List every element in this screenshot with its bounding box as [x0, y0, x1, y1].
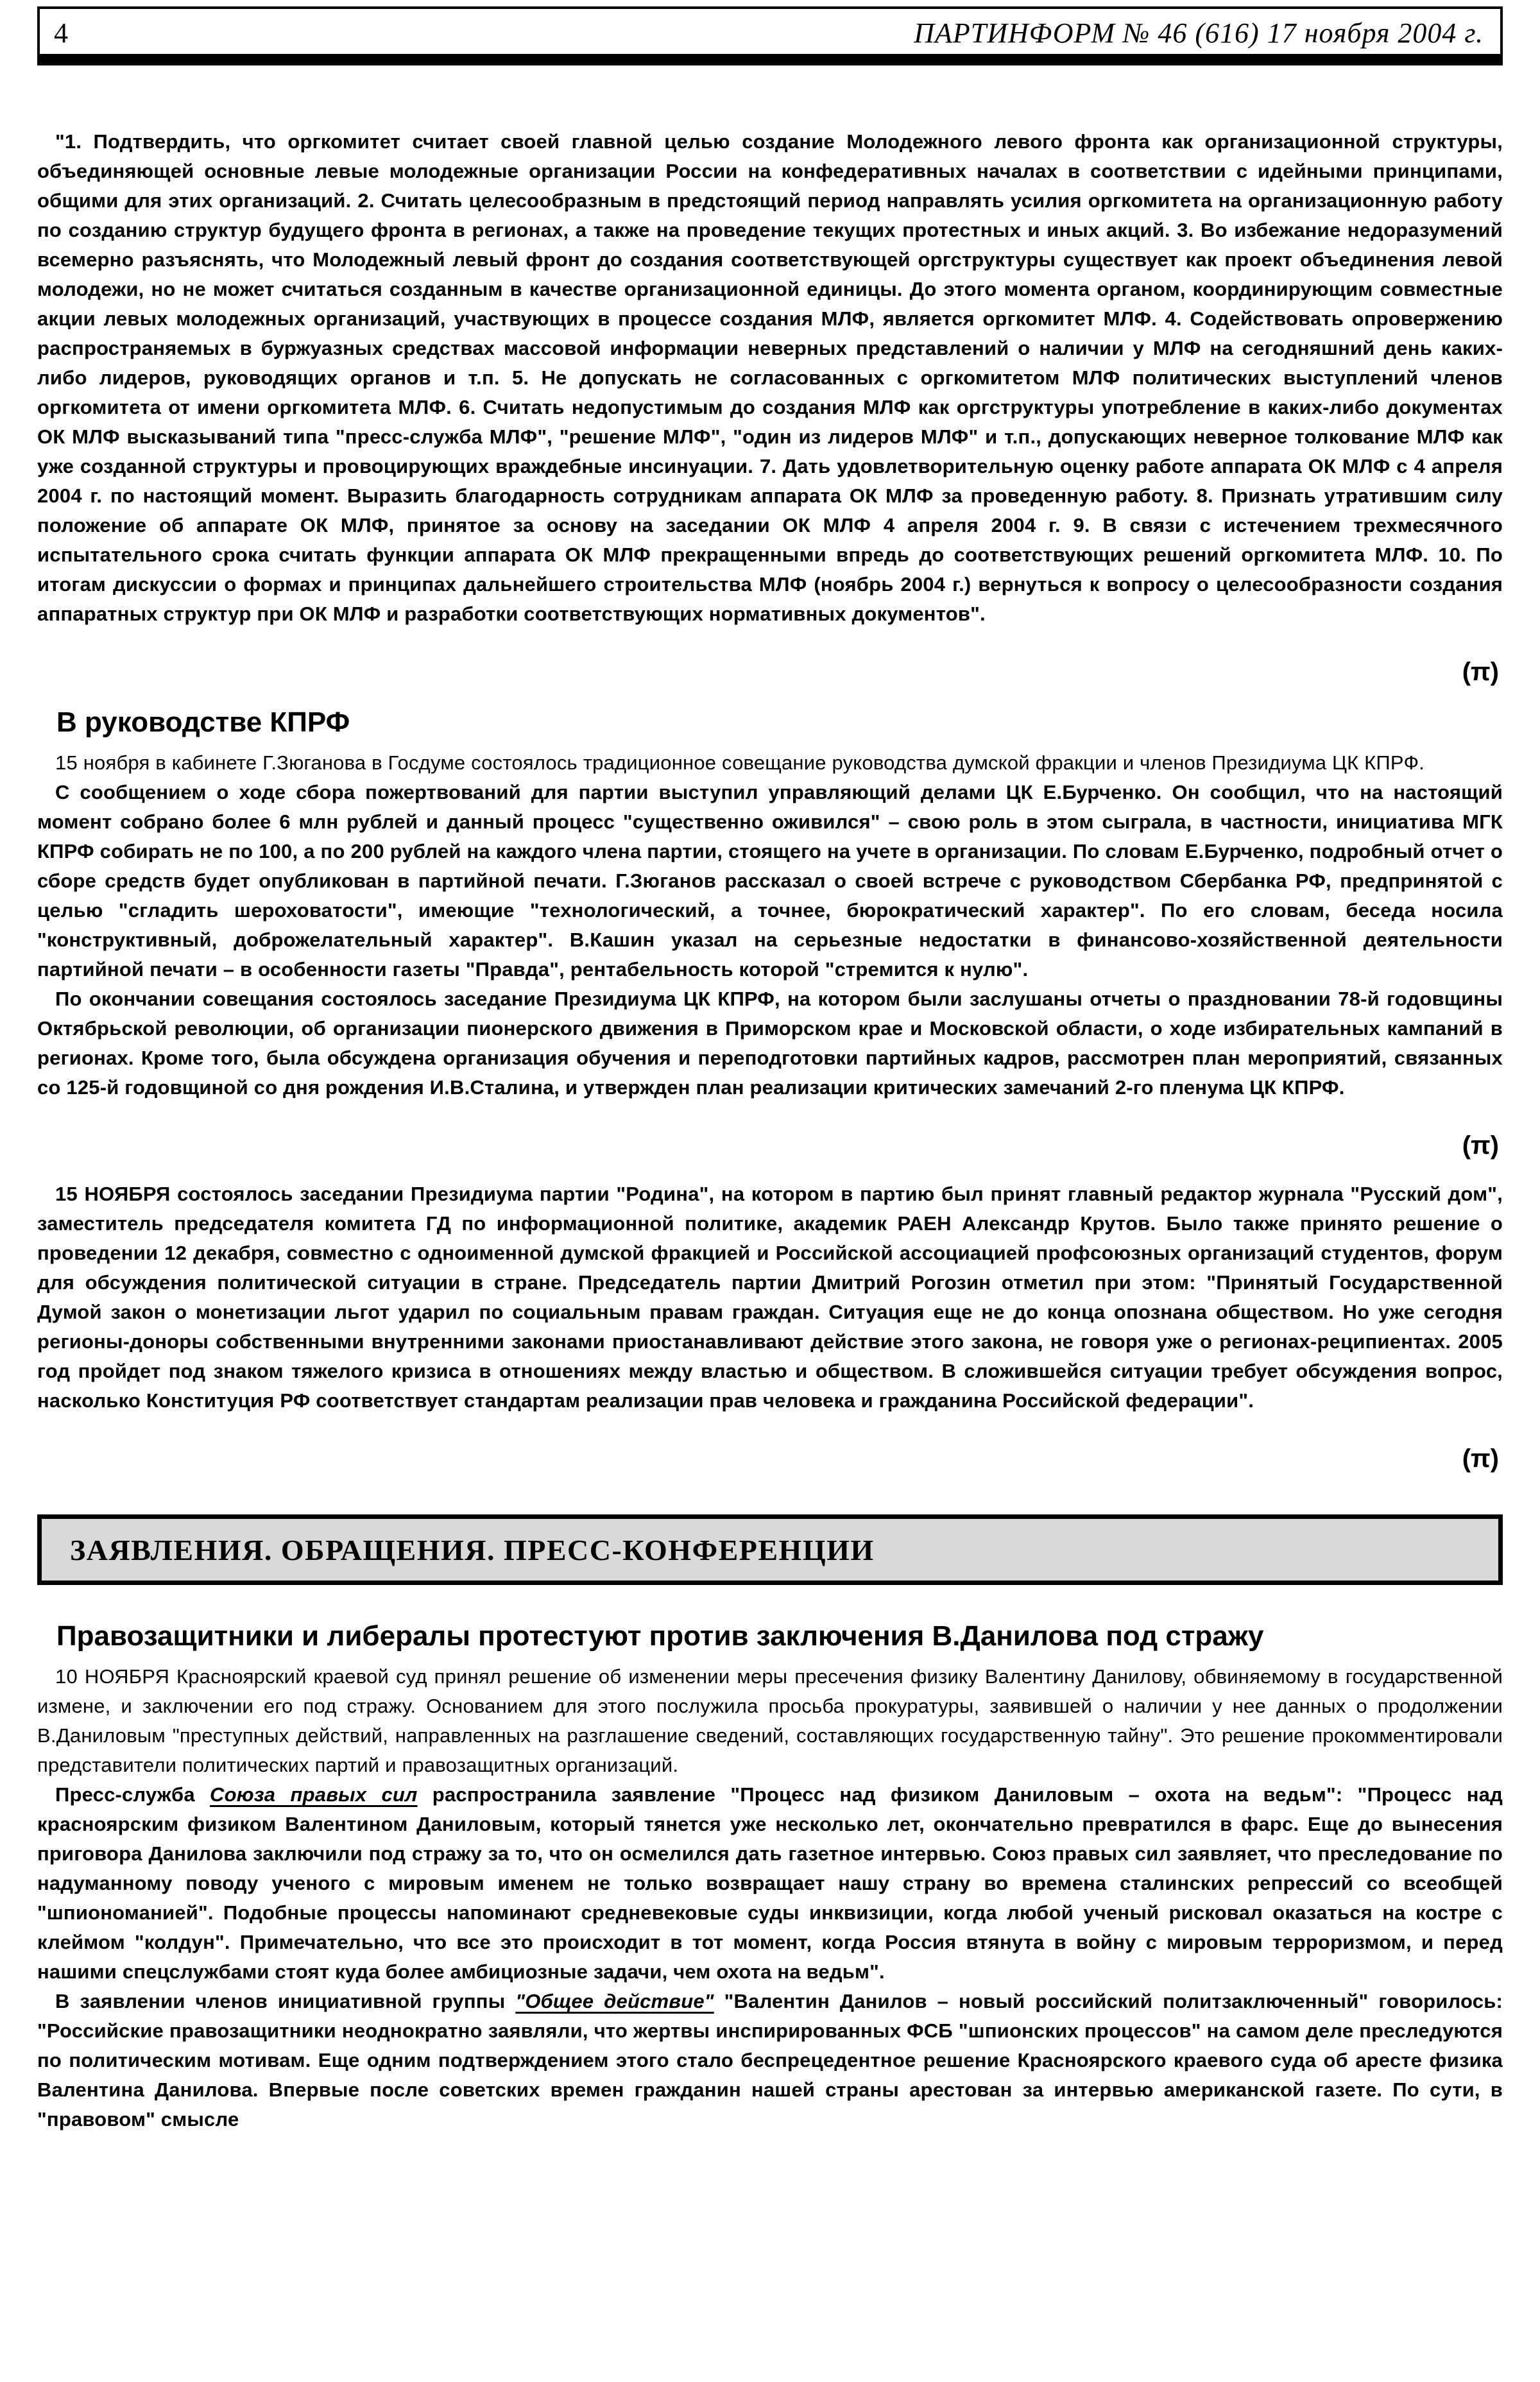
pi-marker-1 [37, 657, 1499, 687]
paragraph-kprf-donations [37, 778, 1503, 984]
pi-symbol: (π) [1462, 658, 1499, 686]
page-number: 4 [54, 17, 68, 49]
pi-marker-2 [37, 1131, 1499, 1160]
paragraph-danilov-lead [37, 1662, 1503, 1780]
issue-title: ПАРТИНФОРМ № 46 (616) 17 ноября 2004 г. [914, 17, 1484, 49]
paragraph-rodina-presidium [37, 1179, 1503, 1416]
document-body [37, 127, 1503, 2134]
paragraph-kprf-lead [37, 748, 1503, 778]
mlf-resolution-text: "1. Подтвердить, что оргкомитет считает своей главной целью создание Молодежного левого фронта как организационной структуры, объединяющей основные левые молодежные организации России на конфедеративных началах в соответствии с идейными принципами, общими для этих организаций. 2. Считать целесообразным в предстоящий период направлять усилия оргкомитета на организационную работу по созданию структур будущего фронта в регионах, а также на проведение текущих протестных и иных акций. 3. Во избежание недоразумений всемерно разъяснять, что Молодежный левый фронт до создания соответствующей оргструктуры существует как проект объединения левой молодежи, но не может считаться созданным в качестве организационной единицы. До этого момента органом, координирующим совместные акции левых молодежных организаций, участвующих в процессе создания МЛФ, является оргкомитет МЛФ. 4. Содействовать опровержению распространяемых в буржуазных средствах массовой информации неверных представлений о наличии у МЛФ на сегодняшний день каких-либо лидеров, руководящих органов и т.п. 5. Не допускать не согласованных с оргкомитетом МЛФ политических выступлений членов оргкомитета от имени оргкомитета МЛФ. 6. Считать недопустимым до создания МЛФ как оргструктуры употребление в каких-либо документах ОК МЛФ высказываний типа "пресс-служба МЛФ", "решение МЛФ", "один из лидеров МЛФ" и т.п., допускающих неверное толкование МЛФ как уже созданной структуры и провоцирующих враждебные инсинуации. 7. Дать удовлетворительную оценку работе аппарата ОК МЛФ с 4 апреля 2004 г. по настоящий момент. Выразить благодарность сотрудникам аппарата ОК МЛФ за проведенную работу. 8. Признать утратившим силу положение об аппарате ОК МЛФ, принятое за основу на заседании ОК МЛФ 4 апреля 2004 г. 9. В связи с истечением трехмесячного испытательного срока считать функции аппарата ОК МЛФ прекращенными впредь до соответствующих решений оргкомитета МЛФ. 10. По итогам дискуссии о формах и принципах дальнейшего строительства МЛФ (ноябрь 2004 г.) вернуться к вопросу о целесообразности создания аппаратных структур при ОК МЛФ и разработки соответствующих нормативных документов". [37, 130, 1503, 625]
paragraph-obshchee-deystvie-statement [37, 1987, 1503, 2134]
paragraph-kprf-presidium [37, 984, 1503, 1102]
obshchee-deystvie-group-name: "Общее действие" [515, 1990, 714, 2012]
obshchee-statement-text: "Валентин Данилов – новый российский политзаключенный" говорилось: "Российские правозащитники неоднократно заявляли, что жертвы инспирированных ФСБ "шпионских процессов" на самом деле преследуются по политическим мотивам. Еще одним подтверждением этого стало беспрецедентное решение Красноярского краевого суда об аресте физика Валентина Данилова. Впервые после советских времен гражданин нашей страны арестован за интервью американской газете. По сути, в "правовом" смысле [37, 1990, 1503, 2130]
page-header [37, 6, 1503, 65]
sps-prefix-text: Пресс-служба [55, 1783, 210, 1806]
sps-statement-text: распространила заявление "Процесс над физиком Даниловым – охота на ведьм": "Процесс над красноярским физиком Валентином Даниловым, который тянется уже несколько лет, окончательно превратился в фарс. Еще до вынесения приговора Данилова заключили под стражу за то, что он осмелился дать газетное интервью. Союз правых сил заявляет, что преследование по надуманному поводу ученого с мировым именем не только возвращает нашу страну во времена сталинских репрессий со всеобщей "шпиономанией". Подобные процессы напоминают средневековые суды инквизиции, когда любой ученый рисковал оказаться на костре с клеймом "колдун". Примечательно, что все это происходит в тот момент, когда Россия втянута в войну с мировым терроризмом, и перед нашими спецслужбами стоят куда более амбициозные задачи, чем охота на ведьм". [37, 1783, 1503, 1983]
pi-marker-3 [37, 1444, 1499, 1473]
heading-danilov: Правозащитники и либералы протестуют против заключения В.Данилова под стражу [56, 1620, 1264, 1652]
danilov-lead-text: 10 НОЯБРЯ Красноярский краевой суд принял решение об изменении меры пресечения физику Валентину Данилову, обвиняемому в государственной измене, и заключении его под стражу. Основанием для этого послужила просьба прокуратуры, заявившей о наличии у нее данных о продолжении В.Даниловым "преступных действий, направленных на разглашение сведений, составляющих государственную тайну". Это решение прокомментировали представители политических партий и правозащитных организаций. [37, 1665, 1503, 1776]
paragraph-mlf-resolution [37, 127, 1503, 629]
kprf-presidium-text: По окончании совещания состоялось заседание Президиума ЦК КПРФ, на котором были заслушаны отчеты о праздновании 78-й годовщины Октябрьской революции, об организации пионерского движения в Приморском крае и Московской области, о ходе избирательных кампаний в регионах. Кроме того, была обсуждена организация обучения и переподготовки партийных кадров, рассмотрен план мероприятий, связанных со 125-й годовщиной со дня рождения И.В.Сталина, и утвержден план реализации критических замечаний 2-го пленума ЦК КПРФ. [37, 988, 1503, 1099]
rodina-text: 15 НОЯБРЯ состоялось заседании Президиума партии "Родина", на котором в партию был принят главный редактор журнала "Русский дом", заместитель председателя комитета ГД по информационной политике, академик РАЕН Александр Крутов. Было также принято решение о проведении 12 декабря, совместно с одноименной думской фракцией и Российской ассоциацией профсоюзных организаций студентов, форум для обсуждения политической ситуации в стране. Председатель партии Дмитрий Рогозин отметил при этом: "Принятый Государственной Думой закон о монетизации льгот ударил по социальным правам граждан. Ситуация еще не до конца опознана обществом. Но уже сегодня регионы-доноры собственными внутренними законами приостанавливают действие этого закона, не говоря уже о регионах-реципиентах. 2005 год пройдет под знаком тяжелого кризиса в отношениях между властью и обществом. В сложившейся ситуации требует обсуждения вопрос, насколько Конституция РФ соответствует стандартам реализации прав человека и гражданина Российской федерации". [37, 1183, 1503, 1412]
paragraph-sps-statement [37, 1780, 1503, 1987]
heading-kprf-leadership: В руководстве КПРФ [56, 707, 350, 738]
kprf-donations-text: С сообщением о ходе сбора пожертвований для партии выступил управляющий делами ЦК Е.Бурченко. Он сообщил, что на настоящий момент собрано более 6 млн рублей и данный процесс "существенно оживился" – свою роль в этом сыграла, в частности, инициатива МГК КПРФ собирать не по 100, а по 200 рублей на каждого члена партии, стоящего на учете в организации. По словам Е.Бурченко, подробный отчет о сборе средств будет опубликован в партийной печати. Г.Зюганов рассказал о своей встрече с руководством Сбербанка РФ, предпринятой с целью "сгладить шероховатости", имеющие "технологический, а точнее, бюрократический характер". По его словам, беседа носила "конструктивный, доброжелательный характер". В.Кашин указал на серьезные недостатки в финансово-хозяйственной деятельности партийной печати – в особенности газеты "Правда", рентабельность которой "стремится к нулю". [37, 781, 1503, 981]
pi-symbol: (π) [1462, 1444, 1499, 1473]
pi-symbol: (π) [1462, 1131, 1499, 1160]
sps-org-name: Союза правых сил [210, 1783, 418, 1806]
obshchee-prefix-text: В заявлении членов инициативной группы [55, 1990, 516, 2012]
kprf-lead-text: 15 ноября в кабинете Г.Зюганова в Госдуме состоялось традиционное совещание руководства думской фракции и членов Президиума ЦК КПРФ. [55, 751, 1425, 774]
section-banner-statements: ЗАЯВЛЕНИЯ. ОБРАЩЕНИЯ. ПРЕСС-КОНФЕРЕНЦИИ [37, 1514, 1503, 1585]
